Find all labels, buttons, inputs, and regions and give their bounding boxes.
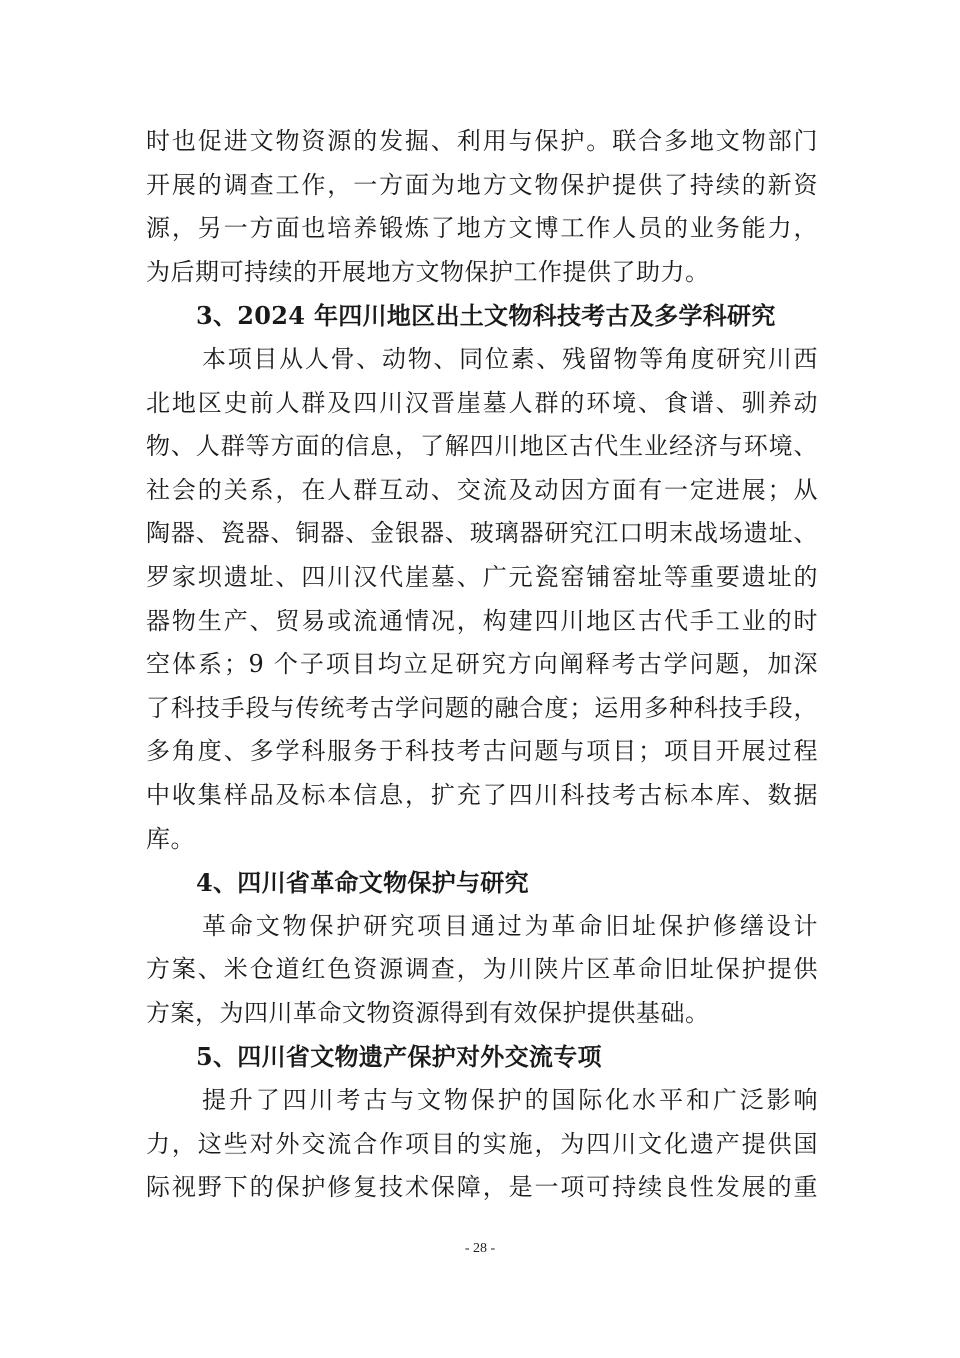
section-heading: 3、2024 年四川地区出土文物科技考古及多学科研究 <box>196 301 776 331</box>
paragraph-line: 物、人群等方面的信息，了解四川地区古代生业经济与环境、 <box>146 432 818 461</box>
paragraph-line: 北地区史前人群及四川汉晋崖墓人群的环境、食谱、驯养动 <box>146 388 818 417</box>
paragraph-line: 时也促进文物资源的发掘、利用与保护。联合多地文物部门 <box>146 127 818 155</box>
paragraph-line: 为后期可持续的开展地方文物保护工作提供了助力。 <box>146 257 710 286</box>
paragraph-line: 力，这些对外交流合作项目的实施，为四川文化遗产提供国 <box>146 1129 818 1158</box>
paragraph-line: 本项目从人骨、动物、同位素、残留物等角度研究川西 <box>202 344 818 373</box>
paragraph-line: 了科技手段与传统考古学问题的融合度；运用多种科技手段， <box>146 693 818 722</box>
paragraph-line: 开展的调查工作，一方面为地方文物保护提供了持续的新资 <box>146 170 818 199</box>
paragraph-line: 际视野下的保护修复技术保障，是一项可持续良性发展的重 <box>146 1173 818 1202</box>
section-4 <box>146 861 818 1035</box>
paragraph-line: 空体系；9 个子项目均立足研究方向阐释考古学问题，加深 <box>146 650 818 679</box>
paragraph-line: 罗家坝遗址、四川汉代崖墓、广元瓷窑铺窑址等重要遗址的 <box>146 562 818 591</box>
section-heading: 4、四川省革命文物保护与研究 <box>196 868 529 898</box>
intro-paragraph <box>146 120 818 294</box>
paragraph-line: 源，另一方面也培养锻炼了地方文博工作人员的业务能力， <box>146 214 818 243</box>
paragraph-line: 多角度、多学科服务于科技考古问题与项目；项目开展过程 <box>146 737 818 766</box>
paragraph-line: 方案，为四川革命文物资源得到有效保护提供基础。 <box>146 998 710 1027</box>
section-heading: 5、四川省文物遗产保护对外交流专项 <box>196 1042 602 1072</box>
section-3 <box>146 294 818 861</box>
paragraph-line: 中收集样品及标本信息，扩充了四川科技考古标本库、数据 <box>146 780 818 809</box>
paragraph-line: 革命文物保护研究项目通过为革命旧址保护修缮设计 <box>202 911 818 940</box>
document-body <box>146 120 818 1210</box>
paragraph-line: 提升了四川考古与文物保护的国际化水平和广泛影响 <box>202 1086 818 1115</box>
page-number: - 28 - <box>464 1241 496 1256</box>
paragraph-line: 方案、米仓道红色资源调查，为川陕片区革命旧址保护提供 <box>146 955 818 984</box>
section-5 <box>146 1035 818 1209</box>
paragraph-line: 社会的关系，在人群互动、交流及动因方面有一定进展；从 <box>146 475 818 504</box>
paragraph-line: 库。 <box>146 824 195 853</box>
paragraph-line: 器物生产、贸易或流通情况，构建四川地区古代手工业的时 <box>146 606 818 635</box>
paragraph-line: 陶器、瓷器、铜器、金银器、玻璃器研究江口明末战场遗址、 <box>146 519 818 548</box>
